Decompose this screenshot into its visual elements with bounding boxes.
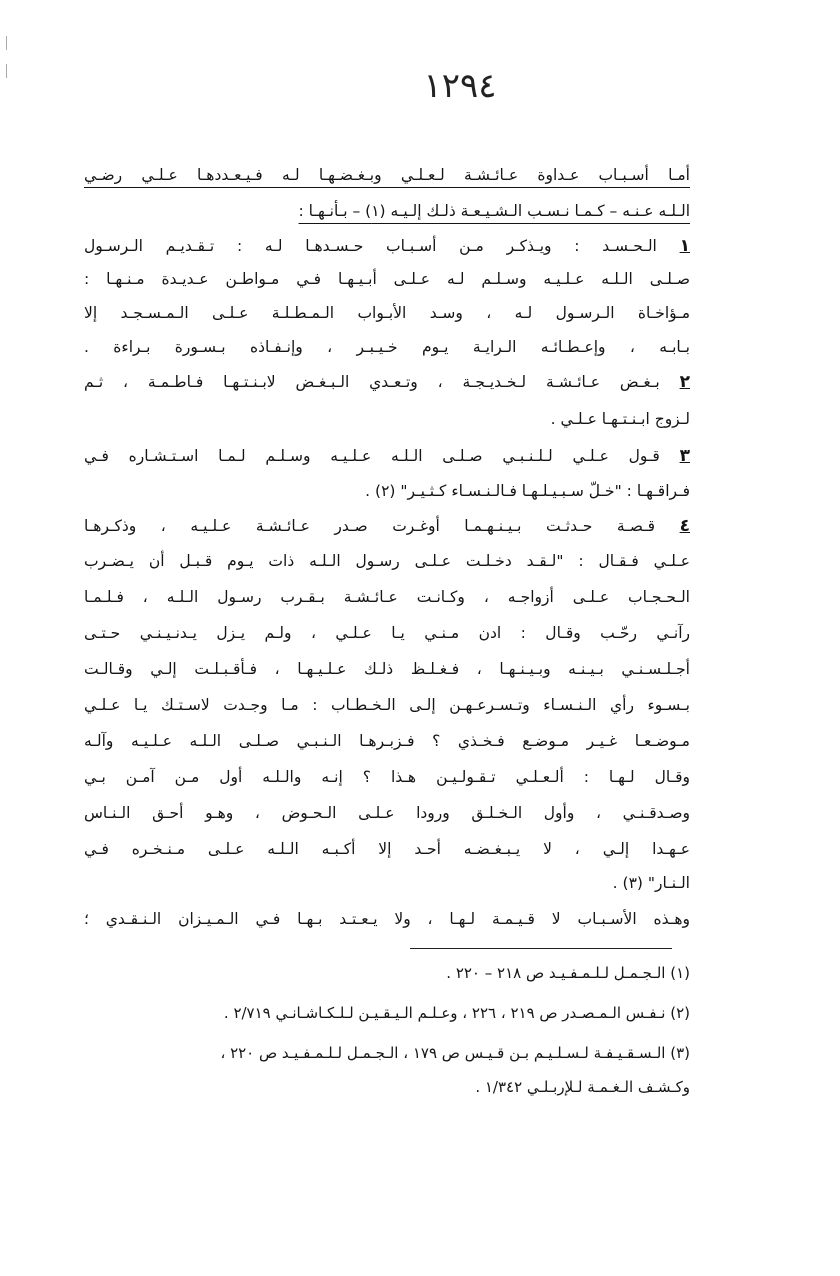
footnote: (١) الـجـمـل لـلـمـفـيـد ص ٢١٨ – ٢٢٠ . <box>446 964 690 982</box>
item-4-line: أجـلـسـنـي بـيـنـه وبـيـنـهـا ، فـغـلـظ ذلـك عـلـيـهـا ، فـأقـبـلـت إلـي وقـالـت <box>84 660 690 678</box>
footnote-separator <box>410 948 672 949</box>
intro-line: الـلـه عـنـه – كـمـا نـسـب الـشـيـعـة ذلـك إلـيـه (١) – بـأنـهـا : <box>298 202 690 220</box>
item-4-line: وصـدقـنـي ، وأول الـخـلـق ورودا عـلـى الـحـوض ، وهـو أحـق الـنـاس <box>84 804 690 822</box>
item-4-line: عـلـي فـقـال : "لـقـد دخـلـت عـلـى رسـول الـلـه ذات يـوم قـبـل أن يـضـرب <box>84 552 690 570</box>
item-1-line: بـابـه ، وإعـطـائـه الـرايـة يـوم خـيـبـر ، وإنـفـاذه بـسـورة بـراءة . <box>84 338 690 356</box>
item-number: ٣ <box>679 446 690 466</box>
margin-mark <box>6 36 7 50</box>
footnote: (٣) الـسـقـيـفـة لـسـلـيـم بـن قـيـس ص ١٧٩ ، الـجـمـل لـلـمـفـيـد ص ٢٢٠ ، <box>220 1044 690 1062</box>
item-1-line: ١ الـحـسـد : ويـذكـر مـن أسـبـاب حـسـدهـا لـه : تـقـديـم الـرسـول <box>84 236 690 256</box>
item-1-line: صـلـى الـلـه عـلـيـه وسـلـم لـه عـلـى أبـيـهـا فـي مـواطـن عـديـدة مـنـهـا : <box>84 270 690 288</box>
page-number: ١٢٩٤ <box>423 66 497 106</box>
item-number: ٤ <box>679 516 690 536</box>
item-4-line: الـنـار" (٣) . <box>612 874 690 892</box>
intro-line: أمـا أسـبـاب عـداوة عـائـشـة لـعـلـي وبـغـضـهـا لـه فـيـعـددهـا عـلـي رضـي <box>84 166 690 184</box>
item-3-line: فـراقـهـا : "خـلّ سـبـيـلـهـا فـالـنـسـاء كـثـيـر" (٢) . <box>365 482 690 500</box>
footnote: وكـشـف الـغـمـة لـلإربـلـي ١/٣٤٢ . <box>475 1078 690 1096</box>
item-number: ٢ <box>679 372 690 392</box>
item-4-line: ٤ قـصـة حـدثـت بـيـنـهـمـا أوغـرت صـدر عـائـشـة عـلـيـه ، وذكـرهـا <box>84 516 690 536</box>
main-text <box>84 0 690 940</box>
item-4-line: وقـال لـهـا : ألـعـلـي تـقـولـيـن هـذا ؟ إنـه والـلـه أول مـن آمـن بـي <box>84 768 690 786</box>
footnote: (٢) نـفـس الـمـصـدر ص ٢١٩ ، ٢٢٦ ، وعـلـم الـيـقـيـن لـلـكـاشـانـي ٢/٧١٩ . <box>223 1004 690 1022</box>
item-4-line: مـوضـعـا غـيـر مـوضـع فـخـذي ؟ فـزبـرهـا الـنـبـي صـلـى الـلـه عـلـيـه وآلـه <box>84 732 690 750</box>
item-2-line: ٢ بـغـض عـائـشـة لـخـديـجـة ، وتـعـدي الـبـغـض لابـنـتـهـا فـاطـمـة ، ثـم <box>84 372 690 392</box>
item-2-line: لـزوج ابـنـتـهـا عـلـي . <box>550 410 690 428</box>
margin-mark <box>6 64 7 78</box>
item-4-line: بـسـوء رأي الـنـسـاء وتـسـرعـهـن إلـى الـخـطـاب : مـا وجـدت لاسـتـك يـا عـلـي <box>84 696 690 714</box>
item-3-line: ٣ قـول عـلـي لـلـنـبـي صـلـى الـلـه عـلـيـه وسـلـم لـمـا اسـتـشـاره فـي <box>84 446 690 466</box>
item-number: ١ <box>679 236 690 256</box>
closing-line: وهـذه الأسـبـاب لا قـيـمـة لـهـا ، ولا يـعـتـد بـهـا فـي الـمـيـزان الـنـقـدي ؛ <box>84 910 690 928</box>
item-4-line: الـحـجـاب عـلـى أزواجـه ، وكـانـت عـائـشـة بـقـرب رسـول الـلـه ، فـلـمـا <box>84 588 690 606</box>
item-4-line: رآنـي رحّـب وقـال : ادن مـنـي يـا عـلـي ، ولـم يـزل يـدنـيـنـي حـتـى <box>84 624 690 642</box>
item-4-line: عـهـدا إلـي ، لا يـبـغـضـه أحـد إلا أكـبـه الـلـه عـلـى مـنـخـره فـي <box>84 840 690 858</box>
item-1-line: مـؤاخـاة الـرسـول لـه ، وسـد الأبـواب الـمـطـلـة عـلـى الـمـسـجـد إلا <box>84 304 690 322</box>
